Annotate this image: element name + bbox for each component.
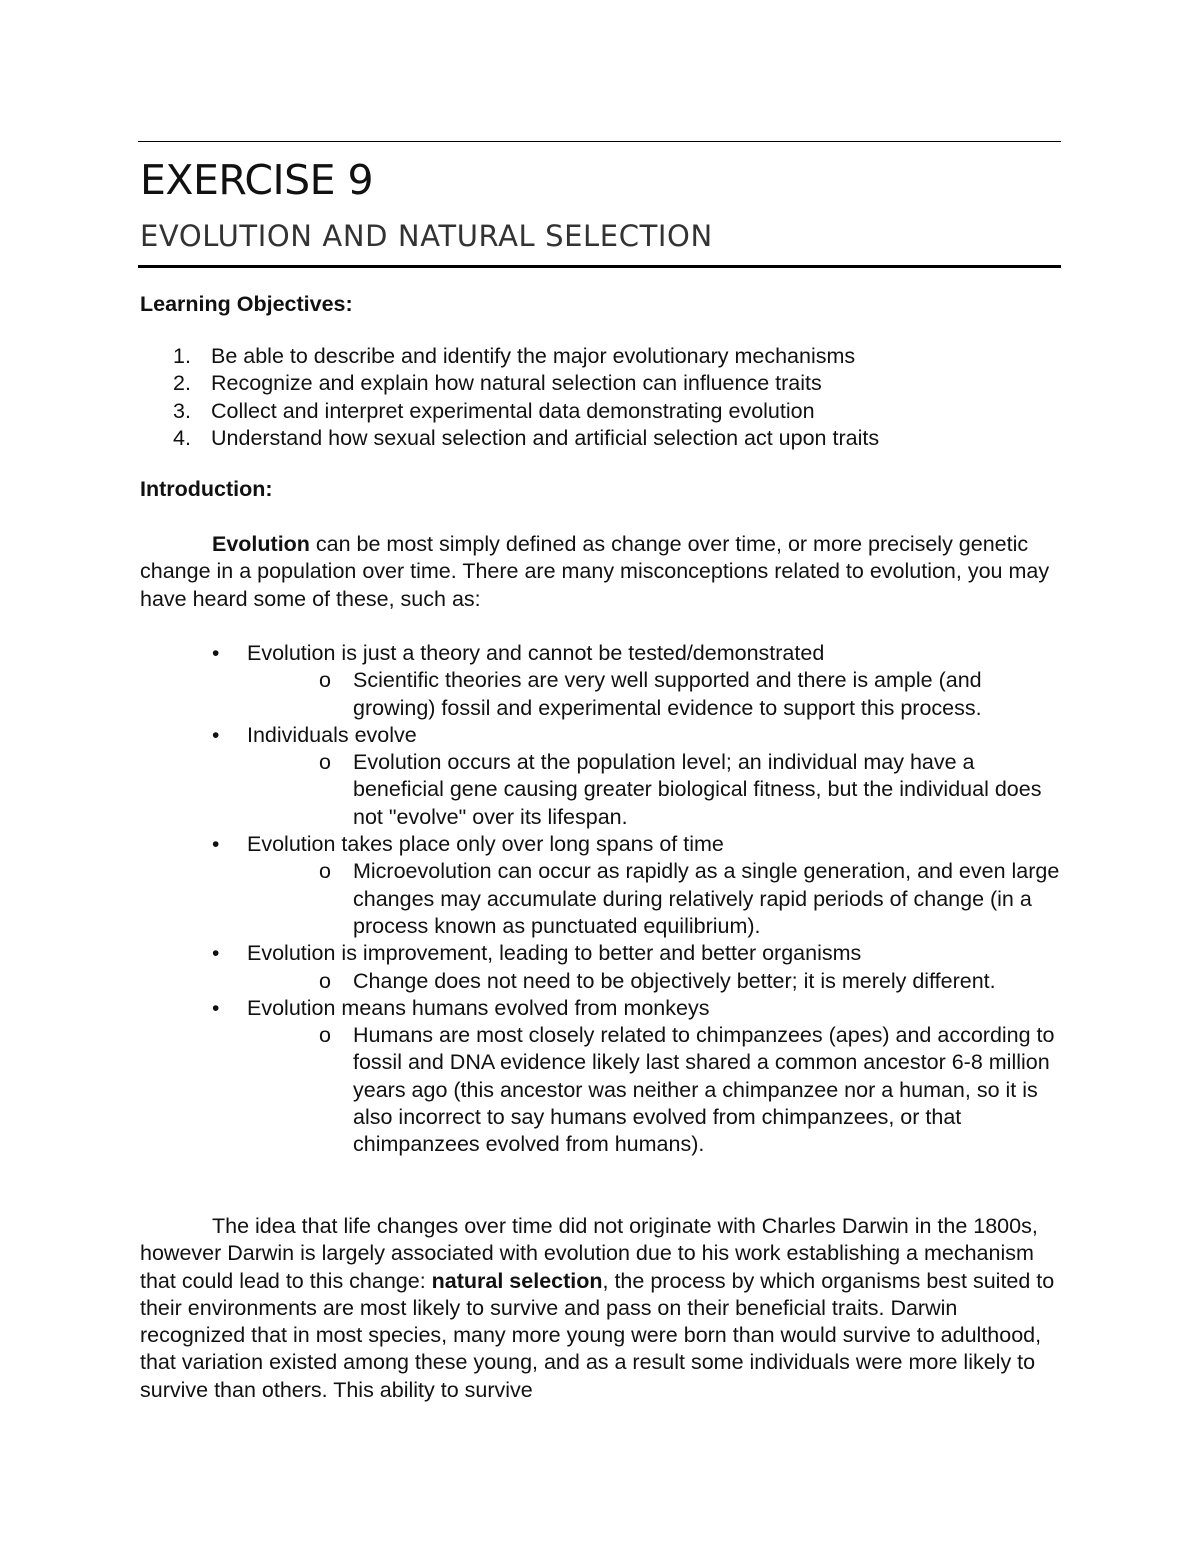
sub-bullet-icon: o (319, 750, 331, 775)
objectives-list (140, 343, 1060, 452)
misconception-item (140, 640, 1065, 722)
misconception-response-text: Scientific theories are very well supported and there is ample (and growing) fossil and experimental evidence to support this process. (353, 668, 982, 720)
intro-paragraph-2 (140, 1213, 1065, 1404)
misconception-list (140, 640, 1065, 1159)
misconception-response-list (247, 749, 1065, 831)
misconception-response (247, 749, 1065, 831)
misconception-response (247, 968, 1065, 995)
objective-text: Recognize and explain how natural selection can influence traits (211, 371, 822, 396)
misconception-response (247, 1022, 1065, 1158)
objective-number: 3. (173, 398, 191, 423)
misconception-response-text: Humans are most closely related to chimpanzees (apes) and according to fossil and DNA evidence likely last shared a common ancestor 6-8 million years ago (this ancestor was neither a chimpanzee nor a human, so it is also incorrect to say humans evolved from chimpanzees, or that chimpanzees evolved from humans). (353, 1023, 1055, 1157)
term-natural-selection: natural selection (431, 1268, 603, 1293)
misconception-claim: Evolution is improvement, leading to better and better organisms (247, 941, 862, 966)
intro-paragraph-1 (140, 531, 1065, 613)
objective-text: Understand how sexual selection and artificial selection act upon traits (211, 425, 880, 450)
introduction-heading: Introduction: (140, 477, 273, 501)
misconception-response-text: Change does not need to be objectively better; it is merely different. (353, 968, 996, 993)
sub-bullet-icon: o (319, 668, 331, 693)
misconception-response-list (247, 968, 1065, 995)
term-evolution: Evolution (212, 532, 310, 556)
exercise-subtitle: EVOLUTION AND NATURAL SELECTION (140, 219, 713, 253)
misconception-claim: Individuals evolve (247, 722, 417, 747)
misconception-response-list (247, 1022, 1065, 1158)
bullet-icon: • (212, 833, 220, 857)
misconception-item (140, 995, 1065, 1159)
misconception-response-text: Microevolution can occur as rapidly as a single generation, and even large changes may accumulate during relatively rapid periods of change (in a process known as punctuated equilibrium). (353, 859, 1060, 938)
bullet-icon: • (212, 996, 220, 1020)
misconception-response (247, 858, 1065, 940)
sub-bullet-icon: o (319, 968, 331, 993)
objective-item (140, 370, 1060, 397)
misconception-response-list (247, 858, 1065, 940)
objective-text: Collect and interpret experimental data demonstrating evolution (211, 398, 815, 423)
bullet-icon: • (212, 723, 220, 747)
intro-paragraph-1-text: can be most simply defined as change over time, or more precisely genetic change in a population over time. There are many misconceptions related to evolution, you may have heard some of these, such as: (140, 532, 1050, 611)
misconception-claim: Evolution takes place only over long spans of time (247, 832, 724, 857)
title-top-rule (138, 141, 1061, 142)
objective-text: Be able to describe and identify the major evolutionary mechanisms (211, 344, 856, 368)
misconception-item (140, 940, 1065, 995)
objective-item (140, 425, 1060, 452)
misconception-claim: Evolution means humans evolved from monkeys (247, 995, 710, 1020)
bullet-icon: • (212, 942, 220, 966)
objectives-heading: Learning Objectives: (140, 292, 353, 316)
intro-paragraph-2-text-before: The idea that life changes over time did not originate with Charles Darwin in the 1800s, however Darwin is largely associated with evolution due to his work establishing a mechanism that could lead to this change: (140, 1214, 1038, 1293)
objective-number: 4. (173, 425, 191, 450)
exercise-title: EXERCISE 9 (140, 156, 374, 204)
misconception-claim: Evolution is just a theory and cannot be tested/demonstrated (247, 641, 825, 665)
sub-bullet-icon: o (319, 859, 331, 884)
misconception-response-text: Evolution occurs at the population level; an individual may have a beneficial gene causing greater biological fitness, but the individual does not "evolve" over its lifespan. (353, 750, 1042, 829)
bullet-icon: • (212, 642, 220, 665)
misconception-item (140, 722, 1065, 831)
title-bottom-rule (138, 265, 1061, 268)
misconception-response-list (247, 667, 1065, 722)
sub-bullet-icon: o (319, 1023, 331, 1048)
misconception-response (247, 667, 1065, 722)
objective-number: 1. (173, 344, 191, 368)
misconception-item (140, 831, 1065, 940)
objective-number: 2. (173, 371, 191, 396)
objective-item (140, 398, 1060, 425)
objective-item (140, 343, 1060, 370)
intro-paragraph-2-text-after: , the process by which organisms best suited to their environments are most likely to survive and pass on their beneficial traits. Darwin recognized that in most species, many more young were born than would survive to adulthood, that variation existed among these young, and as a result some individuals were more likely to survive than others. This ability to survive (140, 1268, 1055, 1402)
